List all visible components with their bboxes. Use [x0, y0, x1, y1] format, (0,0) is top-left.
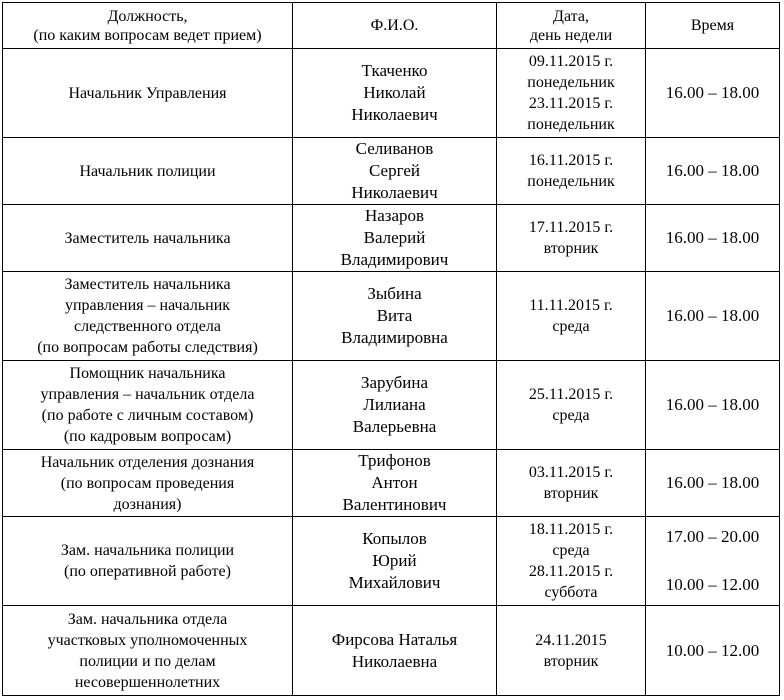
position-cell-line: (по оперативной работе): [64, 563, 231, 580]
position-cell-line: Начальник отделения дознания: [40, 453, 255, 471]
name-cell-line: Николаевич: [351, 105, 438, 124]
position-cell-line: Начальник полиции: [79, 162, 216, 180]
time-range: 10.00 – 12.00: [665, 640, 760, 660]
name-cell-line: Селиванов: [355, 139, 434, 158]
name-header-label: Ф.И.О.: [370, 17, 419, 34]
time-range: 16.00 – 18.00: [665, 395, 760, 414]
name-cell-line: Антон: [371, 473, 418, 492]
name-cell: [293, 138, 497, 205]
date-cell-line: 18.11.2015 г.: [528, 521, 614, 538]
time-cell: [646, 272, 780, 361]
date-cell-line: 11.11.2015 г.: [529, 297, 613, 314]
date-cell-line: 16.11.2015 г.: [528, 152, 614, 169]
date-cell: [497, 517, 646, 606]
date-cell-line: понедельник: [527, 74, 615, 91]
position-cell-line: управления – начальник: [64, 297, 231, 314]
name-cell-line: Михайлович: [348, 573, 441, 592]
name-cell-line: Сергей: [369, 161, 420, 180]
schedule-body: [3, 49, 780, 696]
position-cell: [3, 205, 293, 272]
name-cell-line: Вита: [376, 306, 413, 325]
position-cell-line: полиции и по делам: [79, 652, 216, 670]
table-row: [3, 205, 780, 272]
date-cell: [497, 205, 646, 272]
date-cell: [497, 272, 646, 361]
date-cell-line: 17.11.2015 г.: [528, 219, 614, 236]
date-cell: [497, 138, 646, 205]
header-row: [3, 3, 780, 49]
position-cell: [3, 606, 293, 696]
time-header-label: Время: [690, 17, 735, 34]
position-cell-line: управления – начальник отдела: [40, 386, 255, 403]
name-cell-line: Юрий: [372, 551, 417, 570]
time-range: 10.00 – 12.00: [665, 575, 760, 594]
position-header-line1: Должность,: [107, 7, 188, 25]
name-cell: [293, 49, 497, 138]
name-cell-line: Зарубина: [360, 373, 428, 392]
name-cell-line: Ткаченко: [361, 61, 428, 80]
time-cell: [646, 606, 780, 696]
date-cell-line: среда: [552, 318, 590, 335]
name-header: [293, 3, 497, 49]
position-header: [3, 3, 293, 49]
date-cell-line: понедельник: [527, 116, 615, 133]
name-cell-line: Назаров: [364, 206, 425, 225]
name-cell-line: Фирсова Наталья: [331, 629, 458, 649]
time-range: 16.00 – 18.00: [665, 306, 760, 325]
table-row: [3, 606, 780, 696]
date-cell-line: 25.11.2015 г.: [528, 386, 614, 403]
name-cell-line: Лилиана: [363, 395, 426, 414]
position-header-line2: (по каким вопросам ведет прием): [33, 26, 262, 44]
table-row: [3, 49, 780, 138]
position-cell-line: (по кадровым вопросам): [63, 428, 232, 445]
name-cell-line: Николай: [363, 83, 426, 102]
position-cell-line: (по вопросам проведения: [60, 474, 235, 492]
date-header-line1: Дата,: [553, 7, 589, 25]
name-cell-line: Копылов: [362, 529, 427, 548]
date-cell: [497, 49, 646, 138]
time-cell: [646, 450, 780, 517]
time-cell: [646, 517, 780, 606]
table-row: [3, 138, 780, 205]
position-cell-line: (по работе с личным составом): [41, 407, 254, 424]
name-cell: [293, 450, 497, 517]
time-cell: [646, 361, 780, 450]
date-header: [497, 3, 646, 49]
position-cell-line: следственного отдела: [74, 318, 221, 335]
date-cell-line: вторник: [543, 485, 599, 502]
table-row: [3, 272, 780, 361]
date-cell-line: вторник: [543, 240, 599, 257]
position-cell-line: Помощник начальника: [69, 365, 226, 382]
date-cell-line: 23.11.2015 г.: [528, 95, 614, 112]
name-cell-line: Валерьевна: [352, 417, 437, 436]
position-cell: [3, 361, 293, 450]
name-cell: [293, 361, 497, 450]
date-cell-line: вторник: [543, 652, 599, 670]
position-cell: [3, 450, 293, 517]
position-cell-line: дознания): [113, 495, 182, 513]
date-cell-line: понедельник: [527, 173, 615, 190]
position-cell: [3, 272, 293, 361]
position-cell-line: Зам. начальника отдела: [67, 610, 228, 628]
name-cell-line: Зыбина: [367, 284, 422, 303]
table-row: [3, 517, 780, 606]
date-cell-line: среда: [552, 407, 590, 424]
date-cell-line: 24.11.2015: [535, 631, 607, 649]
position-cell-line: (по вопросам работы следствия): [37, 339, 258, 356]
name-cell-line: Трифонов: [358, 451, 431, 470]
table-row: [3, 361, 780, 450]
name-cell-line: Валентинович: [342, 495, 447, 514]
table-row: [3, 450, 780, 517]
name-cell-line: Валерий: [363, 228, 426, 247]
time-cell: [646, 138, 780, 205]
name-cell: [293, 205, 497, 272]
time-range: 16.00 – 18.00: [665, 473, 760, 492]
date-cell-line: 03.11.2015 г.: [528, 464, 614, 481]
time-range: 16.00 – 18.00: [665, 83, 760, 102]
time-range: 16.00 – 18.00: [665, 161, 760, 180]
position-cell-line: Зам. начальника полиции: [60, 542, 235, 559]
date-cell-line: 28.11.2015 г.: [528, 563, 614, 580]
date-header-line2: день недели: [529, 26, 613, 44]
date-cell: [497, 450, 646, 517]
name-cell: [293, 606, 497, 696]
date-cell-line: среда: [552, 542, 590, 559]
name-cell-line: Владимировна: [341, 328, 448, 347]
date-cell-line: суббота: [544, 584, 598, 601]
time-header: [646, 3, 780, 49]
date-cell: [497, 361, 646, 450]
reception-schedule-table: [2, 2, 780, 696]
position-cell: [3, 49, 293, 138]
date-cell-line: 09.11.2015 г.: [528, 53, 614, 70]
time-cell: [646, 205, 780, 272]
position-cell: [3, 517, 293, 606]
position-cell-line: Начальник Управления: [68, 84, 227, 102]
position-cell: [3, 138, 293, 205]
name-cell-line: Николаевич: [351, 183, 438, 202]
date-cell: [497, 606, 646, 696]
time-range: 17.00 – 20.00: [665, 527, 760, 546]
time-gap: [649, 548, 776, 574]
name-cell: [293, 272, 497, 361]
name-cell: [293, 517, 497, 606]
time-cell: [646, 49, 780, 138]
position-cell-line: несовершеннолетних: [74, 673, 221, 691]
name-cell-line: Николаевна: [351, 651, 438, 671]
position-cell-line: Заместитель начальника: [64, 276, 231, 293]
position-cell-line: участковых уполномоченных: [47, 631, 248, 649]
time-range: 16.00 – 18.00: [665, 228, 760, 247]
name-cell-line: Владимирович: [340, 250, 449, 269]
position-cell-line: Заместитель начальника: [64, 229, 231, 247]
